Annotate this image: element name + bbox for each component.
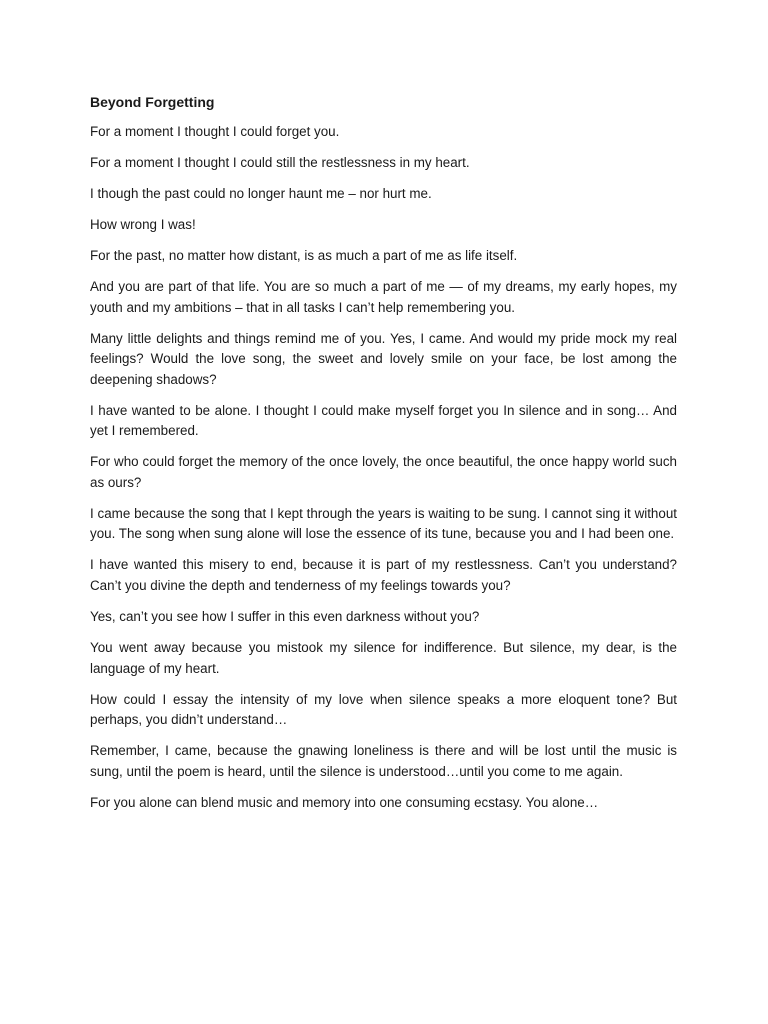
paragraph-4: How wrong I was! bbox=[90, 216, 196, 232]
paragraph-12: Yes, can’t you see how I suffer in this even darkness without you? bbox=[90, 608, 480, 624]
paragraph-5: For the past, no matter how distant, is as much a part of me as life itself. bbox=[90, 247, 518, 263]
document-page bbox=[90, 92, 677, 824]
paragraph-2: For a moment I thought I could still the restlessness in my heart. bbox=[90, 154, 470, 170]
document-title: Beyond Forgetting bbox=[90, 94, 215, 110]
paragraph-16: For you alone can blend music and memory into one consuming ecstasy. You alone… bbox=[90, 794, 599, 810]
paragraph-11: I have wanted this misery to end, because it is part of my restlessness. Can’t you understand? Can’t you divine the depth and tenderness of my feelings towards you? bbox=[90, 557, 677, 593]
paragraph-13: You went away because you mistook my silence for indifference. But silence, my dear, is the language of my heart. bbox=[90, 639, 677, 676]
paragraph-3: I though the past could no longer haunt me – nor hurt me. bbox=[90, 185, 432, 201]
paragraph-8: I have wanted to be alone. I thought I could make myself forget you In silence and in song… And yet I remembered. bbox=[90, 402, 677, 439]
paragraph-9: For who could forget the memory of the once lovely, the once beautiful, the once happy world such as ours? bbox=[90, 454, 677, 490]
paragraph-6: And you are part of that life. You are so much a part of me — of my dreams, my early hopes, my youth and my ambitions – that in all tasks I can’t help remembering you. bbox=[90, 278, 677, 315]
paragraph-1: For a moment I thought I could forget you. bbox=[90, 124, 340, 139]
paragraph-14: How could I essay the intensity of my love when silence speaks a more eloquent tone? But perhaps, you didn’t understand… bbox=[90, 691, 677, 728]
paragraph-7: Many little delights and things remind me of you. Yes, I came. And would my pride mock my real feelings? Would the love song, the sweet and lovely smile on your face, be lost among the deepening shadows? bbox=[90, 330, 677, 387]
paragraph-15: Remember, I came, because the gnawing loneliness is there and will be lost until the music is sung, until the poem is heard, until the silence is understood…until you come to me again. bbox=[90, 743, 677, 779]
paragraph-10: I came because the song that I kept through the years is waiting to be sung. I cannot sing it without you. The song when sung alone will lose the essence of its tune, because you and I had been one. bbox=[90, 505, 677, 542]
